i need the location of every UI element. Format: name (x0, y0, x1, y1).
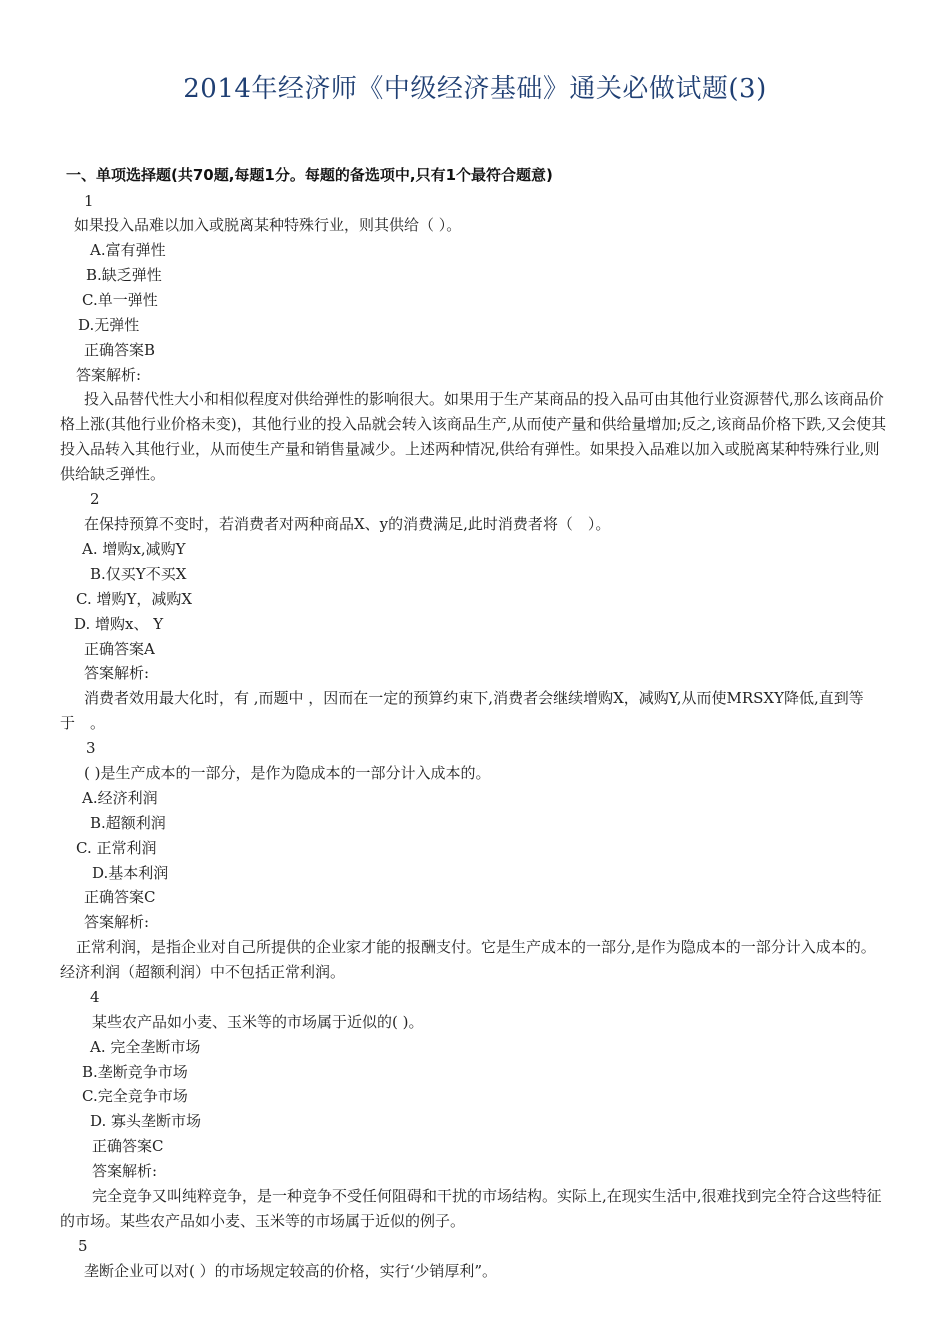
question-stem: ( )是生产成本的一部分，是作为隐成本的一部分计入成本的。 (84, 764, 491, 782)
option-a: A.经济利润 (82, 789, 158, 807)
option-a: A. 完全垄断市场 (90, 1038, 201, 1056)
section-heading: 一、单项选择题(共70题,每题1分。每题的备选项中,只有1个最符合题意) (66, 166, 553, 184)
correct-answer: 正确答案A (84, 640, 155, 658)
option-d: D. 增购x、 Y (74, 615, 164, 633)
option-d: D.无弹性 (78, 316, 140, 334)
option-d: D. 寡头垄断市场 (90, 1112, 202, 1130)
question-stem: 在保持预算不变时，若消费者对两种商品X、y的消费满足,此时消费者将（ ）。 (84, 515, 611, 533)
document-title: 2014年经济师《中级经济基础》通关必做试题(3) (183, 74, 767, 104)
question-number: 3 (86, 739, 96, 757)
question-stem: 如果投入品难以加入或脱离某种特殊行业，则其供给（ ）。 (74, 216, 462, 234)
question-stem: 垄断企业可以对( ）的市场规定较高的价格，实行‘少销厚利”。 (84, 1262, 498, 1280)
option-a: A.富有弹性 (90, 241, 166, 259)
question-number: 1 (84, 192, 94, 210)
analysis-label: 答案解析: (92, 1162, 158, 1180)
option-b: B.超额利润 (90, 814, 166, 832)
question-number: 4 (90, 988, 100, 1006)
analysis-text: 完全竞争又叫纯粹竞争，是一种竞争不受任何阻碍和干扰的市场结构。实际上,在现实生活中,很难找到完全符合这些特征的市场。某些农产品如小麦、玉米等的市场属于近似的例子。 (60, 1187, 882, 1230)
correct-answer: 正确答案C (92, 1137, 164, 1155)
option-c: C. 正常利润 (76, 839, 157, 857)
option-b: B.垄断竞争市场 (82, 1063, 188, 1081)
option-c: C.单一弹性 (82, 291, 158, 309)
question-number: 2 (90, 490, 100, 508)
analysis-text: 投入品替代性大小和相似程度对供给弹性的影响很大。如果用于生产某商品的投入品可由其他行业资源替代,那么该商品价格上涨(其他行业价格未变)，其他行业的投入品就会转入该商品生产,从而使产量和供给量增加;反之,该商品价格下跌,又会使其投入品转入其他行业，从而使生产量和销售量减少。上述两种情况,供给有弹性。如果投入品难以加入或脱离某种特殊行业,则供给缺乏弹性。 (60, 390, 887, 483)
analysis-text: 正常利润，是指企业对自己所提供的企业家才能的报酬支付。它是生产成本的一部分,是作为隐成本的一部分计入成本的。经济利润（超额利润）中不包括正常利润。 (60, 938, 876, 981)
correct-answer: 正确答案C (84, 888, 156, 906)
correct-answer: 正确答案B (84, 341, 156, 359)
option-c: C.完全竞争市场 (82, 1087, 188, 1105)
analysis-text: 消费者效用最大化时，有 ,而题中 ，因而在一定的预算约束下,消费者会继续增购X，减购Y,从而使MRSXY降低,直到等于 。 (60, 689, 864, 732)
analysis-label: 答案解析: (84, 913, 150, 931)
question-stem: 某些农产品如小麦、玉米等的市场属于近似的( )。 (92, 1013, 424, 1031)
option-b: B.仅买Y不买X (90, 565, 187, 583)
analysis-label: 答案解析: (84, 664, 150, 682)
option-d: D.基本利润 (92, 864, 169, 882)
question-number: 5 (78, 1237, 88, 1255)
option-c: C. 增购Y，减购X (76, 590, 193, 608)
analysis-label: 答案解析: (76, 366, 142, 384)
option-b: B.缺乏弹性 (86, 266, 162, 284)
option-a: A. 增购x,减购Y (82, 540, 186, 558)
